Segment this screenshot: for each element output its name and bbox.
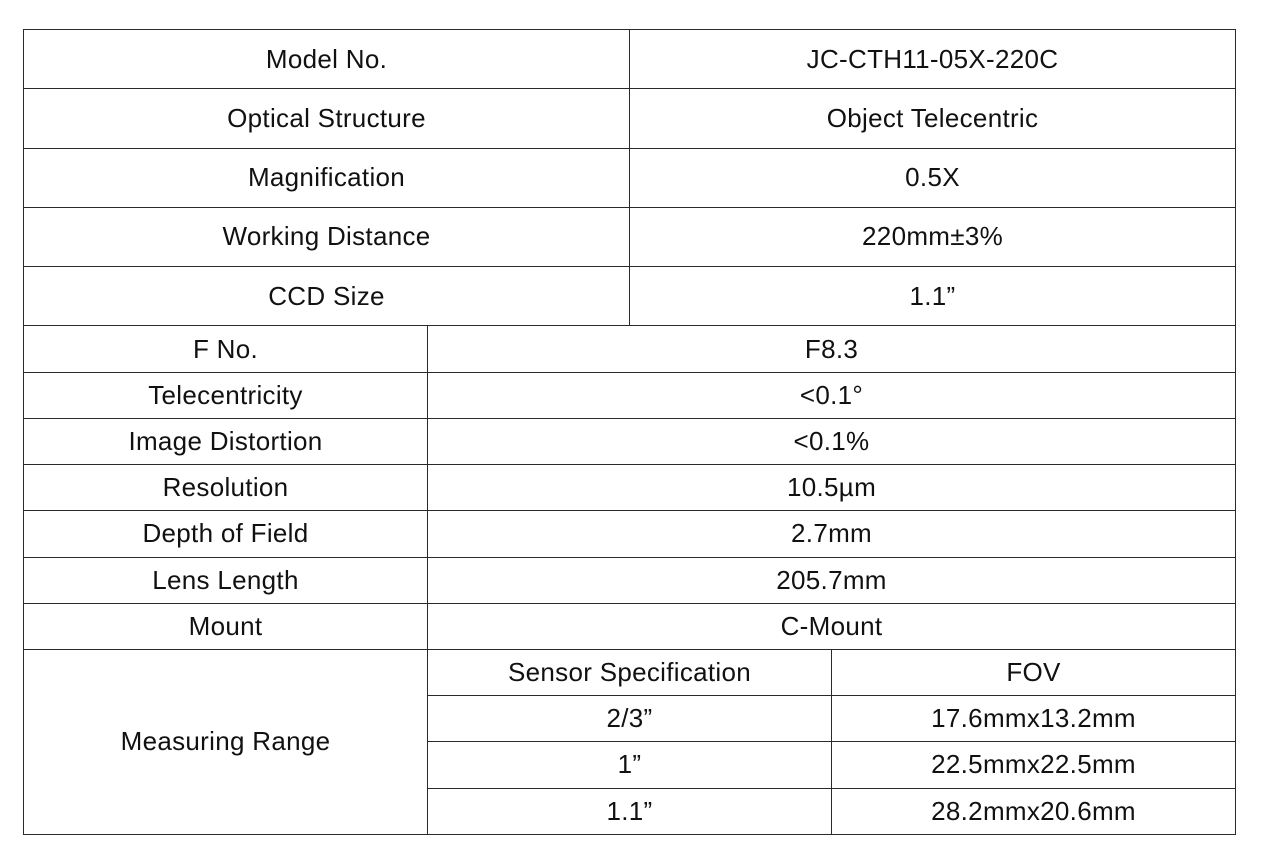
spec-value-resolution: 10.5µm [428, 465, 1236, 511]
spec-row-magnification [24, 148, 1236, 207]
spec-label-model-no: Model No. [24, 30, 630, 89]
spec-value-image-distortion: <0.1% [428, 418, 1236, 464]
spec-label-working-distance: Working Distance [24, 207, 630, 266]
spec-row-working-distance [24, 207, 1236, 266]
spec-row-resolution [24, 465, 1236, 511]
spec-label-magnification: Magnification [24, 148, 630, 207]
spec-row-model-no [24, 30, 1236, 89]
spec-value-optical-structure: Object Telecentric [630, 89, 1236, 148]
spec-value-magnification: 0.5X [630, 148, 1236, 207]
spec-value-model-no: JC-CTH11-05X-220C [630, 30, 1236, 89]
fov-cell: 28.2mmx20.6mm [832, 788, 1236, 834]
spec-value-depth-of-field: 2.7mm [428, 511, 1236, 557]
measuring-range-header-row [24, 649, 1236, 695]
sensor-spec-header: Sensor Specification [428, 649, 832, 695]
spec-label-lens-length: Lens Length [24, 557, 428, 603]
fov-header: FOV [832, 649, 1236, 695]
spec-row-image-distortion [24, 418, 1236, 464]
spec-value-mount: C-Mount [428, 603, 1236, 649]
sensor-size-cell: 2/3” [428, 696, 832, 742]
spec-row-mount [24, 603, 1236, 649]
spec-value-f-no: F8.3 [428, 326, 1236, 372]
spec-value-ccd-size: 1.1” [630, 267, 1236, 326]
spec-label-resolution: Resolution [24, 465, 428, 511]
spec-value-telecentricity: <0.1° [428, 372, 1236, 418]
spec-row-ccd-size [24, 267, 1236, 326]
fov-cell: 22.5mmx22.5mm [832, 742, 1236, 788]
spec-label-telecentricity: Telecentricity [24, 372, 428, 418]
spec-label-f-no: F No. [24, 326, 428, 372]
spec-row-lens-length [24, 557, 1236, 603]
spec-label-image-distortion: Image Distortion [24, 418, 428, 464]
spec-row-optical-structure [24, 89, 1236, 148]
spec-label-mount: Mount [24, 603, 428, 649]
spec-value-lens-length: 205.7mm [428, 557, 1236, 603]
spec-row-f-no [24, 326, 1236, 372]
spec-row-telecentricity [24, 372, 1236, 418]
spec-value-working-distance: 220mm±3% [630, 207, 1236, 266]
sensor-size-cell: 1” [428, 742, 832, 788]
lens-spec-table [23, 29, 1236, 835]
measuring-range-label: Measuring Range [24, 649, 428, 834]
spec-row-depth-of-field [24, 511, 1236, 557]
spec-label-optical-structure: Optical Structure [24, 89, 630, 148]
sensor-size-cell: 1.1” [428, 788, 832, 834]
spec-label-ccd-size: CCD Size [24, 267, 630, 326]
fov-cell: 17.6mmx13.2mm [832, 696, 1236, 742]
spec-label-depth-of-field: Depth of Field [24, 511, 428, 557]
